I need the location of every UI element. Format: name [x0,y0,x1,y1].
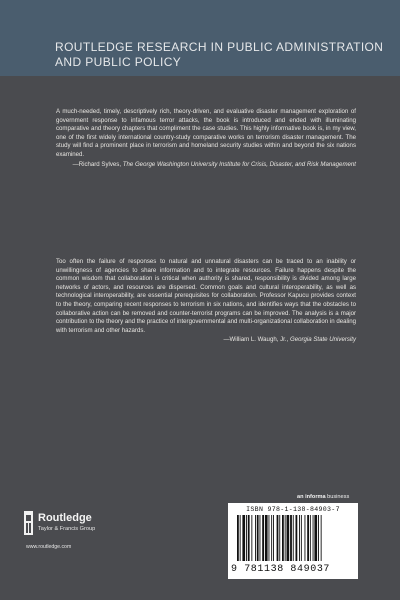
header-band [0,0,400,76]
series-title: ROUTLEDGE RESEARCH IN PUBLIC ADMINISTRATION AND PUBLIC POLICY [55,40,384,69]
review-blurb-1 [56,108,356,169]
barcode-bar [285,515,286,561]
review-affiliation: The George Washington University Institute for Crisis, Disaster, and Risk Management [122,160,356,168]
barcode-bar [279,515,280,561]
review-attribution [56,161,356,170]
barcode-icon [236,515,350,563]
barcode-bar [257,515,259,561]
informa-brand: an informa [297,494,326,500]
barcode-bar [313,515,314,561]
review-text: A much-needed, timely, descriptively rich, theory-driven, and evaluative disaster management exploration of government response to infamous terror attacks, the book is introduced and ended with illuminating comparative and theory chapters that compliment the case studies. This highly informative book is, in my view, one of the first widely international country-study comparative works on terrorism disaster management. The study will find a prominent place in terrorism and homeland security studies within and beyond the six nations examined. [56,108,356,158]
barcode-bar [277,515,279,561]
informa-rest: business [325,494,350,500]
publisher-name: Routledge [38,512,92,524]
routledge-r-icon [24,511,33,535]
barcode-bar [262,515,264,561]
barcode-bar [273,515,274,561]
barcode-bar [237,515,239,561]
barcode-bar [321,515,322,561]
barcode-bar [251,515,252,561]
barcode-bar [310,515,311,561]
informa-tagline [297,494,349,500]
isbn-digits: 9 781138 849037 [231,564,331,575]
barcode-bar [271,515,272,561]
review-author: —Richard Sylves, [72,160,122,168]
barcode-bar [293,515,294,561]
barcode-bar [318,515,319,561]
barcode-bar [307,515,309,561]
isbn-line: ISBN 978-1-138-84903-7 [246,506,340,513]
barcode-bar [290,515,292,561]
review-attribution [56,336,356,345]
barcode-bar [269,515,270,561]
barcode-bar [240,515,241,561]
barcode-box [228,503,358,579]
barcode-bar [248,515,250,561]
barcode-bar [296,515,298,561]
review-author: —William L. Waugh, Jr., [223,336,289,344]
barcode-bar [301,515,302,561]
barcode-bar [299,515,300,561]
barcode-bar [255,515,256,561]
review-text: Too often the failure of responses to natural and unnatural disasters can be traced to an inability or unwillingness of agencies to share information and to integrate resources. Failure happens despite the common wisdom that collaboration is critical when authority is shared, responsibility is divided among large networks of actors, and resources are dispersed. Common goals and cultural interoperability, as well as technological interoperability, are essential prerequisites for collaboration. Professor Kapucu provides context to the theory, comparing recent responses to terrorism in six nations, and identifies ways that the obstacles to collaborative action can be removed and counter-terrorist programs can be improved. The analysis is a major contribution to the theory and the practice of intergovernmental and multi-organizational collaboration in dealing with terrorism and other hazards. [56,258,356,334]
barcode-bar [287,515,290,561]
review-blurb-2 [56,258,356,345]
barcode-bar [305,515,306,561]
review-affiliation: Georgia State University [289,336,356,344]
barcode-bar [265,515,268,561]
barcode-bar [282,515,284,561]
barcode-bar [314,515,317,561]
barcode-bar [246,515,247,561]
barcode-bar [242,515,245,561]
publisher-logo [24,505,154,560]
barcode-bar [260,515,261,561]
publisher-url: www.routledge.com [26,544,72,550]
publisher-subtitle: Taylor & Francis Group [38,526,96,532]
